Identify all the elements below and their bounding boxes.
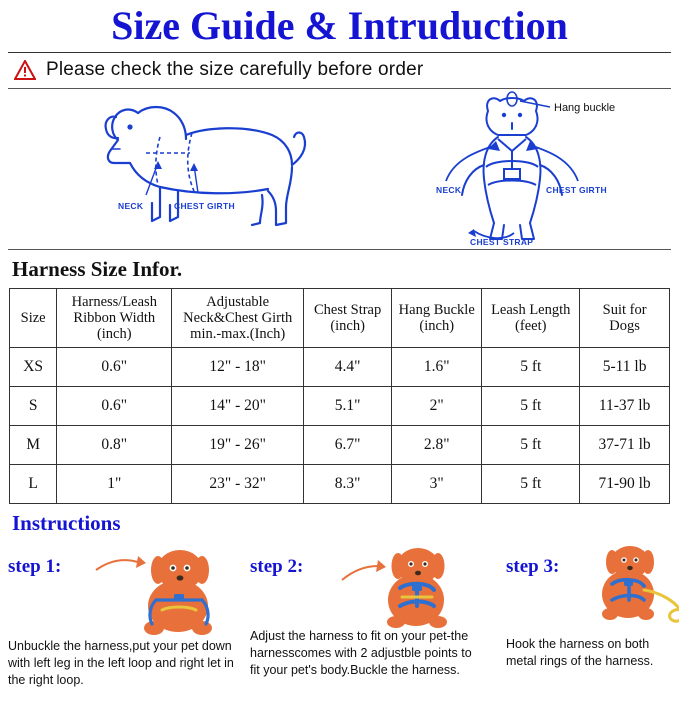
- dog-side-view-illustration: [86, 91, 316, 246]
- col-header-line: Suit for: [602, 302, 647, 318]
- cell-neck-chest-girth: 23" - 32": [172, 465, 304, 504]
- cell-chest-strap: 4.4": [304, 348, 392, 387]
- cell-suit-for-dogs: 37-71 lb: [580, 426, 670, 465]
- cell-hang-buckle: 2.8": [392, 426, 482, 465]
- step-1-illustration: [94, 544, 234, 641]
- table-row: [10, 348, 670, 387]
- col-header-line: Neck&Chest Girth: [183, 310, 293, 326]
- col-header-size: [10, 289, 57, 348]
- cell-hang-buckle: 2": [392, 387, 482, 426]
- cell-ribbon-width: 0.6": [57, 387, 172, 426]
- col-header-line: (feet): [515, 318, 547, 334]
- cell-hang-buckle: 3": [392, 465, 482, 504]
- col-header-line: Adjustable: [206, 294, 270, 310]
- cell-ribbon-width: 0.6": [57, 348, 172, 387]
- cell-chest-strap: 5.1": [304, 387, 392, 426]
- col-header-line: (inch): [419, 318, 455, 334]
- col-header-ribbon-width: [57, 289, 172, 348]
- size-guide-page: [0, 4, 679, 706]
- step-1-text: Unbuckle the harness,put your pet down with left leg in the left loop and right let in the right loop.: [8, 639, 234, 687]
- col-header-line: Size: [20, 310, 46, 326]
- cell-hang-buckle: 1.6": [392, 348, 482, 387]
- svg-text:Hang buckle: Hang buckle: [554, 102, 616, 114]
- col-header-suit-for-dogs: [580, 289, 670, 348]
- instructions-heading: Instructions: [12, 511, 121, 535]
- cell-neck-chest-girth: 19" - 26": [172, 426, 304, 465]
- step-3-text: Hook the harness on both metal rings of the harness.: [506, 637, 654, 668]
- cell-size: M: [10, 426, 57, 465]
- cell-neck-chest-girth: 14" - 20": [172, 387, 304, 426]
- col-header-line: (inch): [96, 326, 132, 342]
- cell-size: L: [10, 465, 57, 504]
- cell-leash-length: 5 ft: [482, 465, 580, 504]
- step-1-label: step 1:: [8, 556, 62, 577]
- col-header-line: Ribbon Width: [73, 310, 156, 326]
- col-header-line: Leash Length: [491, 302, 571, 318]
- col-header-line: Harness/Leash: [71, 294, 157, 310]
- warning-banner: [8, 53, 671, 86]
- cell-suit-for-dogs: 11-37 lb: [580, 387, 670, 426]
- table-row: [10, 465, 670, 504]
- cell-ribbon-width: 1": [57, 465, 172, 504]
- col-header-line: Hang Buckle: [398, 302, 475, 318]
- table-heading: Harness Size Infor.: [12, 257, 183, 281]
- cell-leash-length: 5 ft: [482, 387, 580, 426]
- col-header-leash-length: [482, 289, 580, 348]
- table-header-row: [10, 289, 670, 348]
- warning-text: Please check the size carefully before order: [46, 59, 424, 80]
- svg-text:CHEST STRAP: CHEST STRAP: [470, 237, 534, 247]
- cell-suit-for-dogs: 5-11 lb: [580, 348, 670, 387]
- illustration-band: [8, 88, 671, 250]
- col-header-chest-strap: [304, 289, 392, 348]
- col-header-neck-chest-girth: [172, 289, 304, 348]
- col-header-hang-buckle: [392, 289, 482, 348]
- svg-text:NECK: NECK: [436, 185, 462, 195]
- step-3-illustration: [580, 544, 679, 635]
- svg-text:CHEST GIRTH: CHEST GIRTH: [174, 201, 235, 211]
- step-2-illustration: [340, 544, 470, 635]
- cell-ribbon-width: 0.8": [57, 426, 172, 465]
- cell-size: S: [10, 387, 57, 426]
- page-title: Size Guide & Intruduction: [111, 3, 568, 48]
- table-row: [10, 387, 670, 426]
- cell-chest-strap: 8.3": [304, 465, 392, 504]
- dog-front-view-illustration: [428, 89, 638, 252]
- cell-chest-strap: 6.7": [304, 426, 392, 465]
- cell-leash-length: 5 ft: [482, 348, 580, 387]
- cell-neck-chest-girth: 12" - 18": [172, 348, 304, 387]
- svg-text:CHEST GIRTH: CHEST GIRTH: [546, 185, 607, 195]
- col-header-line: Dogs: [609, 318, 640, 334]
- col-header-line: Chest Strap: [313, 302, 382, 318]
- cell-leash-length: 5 ft: [482, 426, 580, 465]
- size-table: [9, 288, 670, 504]
- col-header-line: min.-max.(Inch): [190, 326, 286, 342]
- warning-triangle-icon: [14, 60, 36, 80]
- col-header-line: (inch): [330, 318, 365, 334]
- instruction-steps: [8, 544, 671, 720]
- step-2-text: Adjust the harness to fit on your pet-the harnesscomes with 2 adjustble points to fit your pet's body.Buckle the harness.: [250, 629, 472, 677]
- step-3-label: step 3:: [506, 556, 560, 577]
- cell-size: XS: [10, 348, 57, 387]
- svg-text:NECK: NECK: [118, 201, 144, 211]
- table-row: [10, 426, 670, 465]
- step-2-label: step 2:: [250, 556, 304, 577]
- cell-suit-for-dogs: 71-90 lb: [580, 465, 670, 504]
